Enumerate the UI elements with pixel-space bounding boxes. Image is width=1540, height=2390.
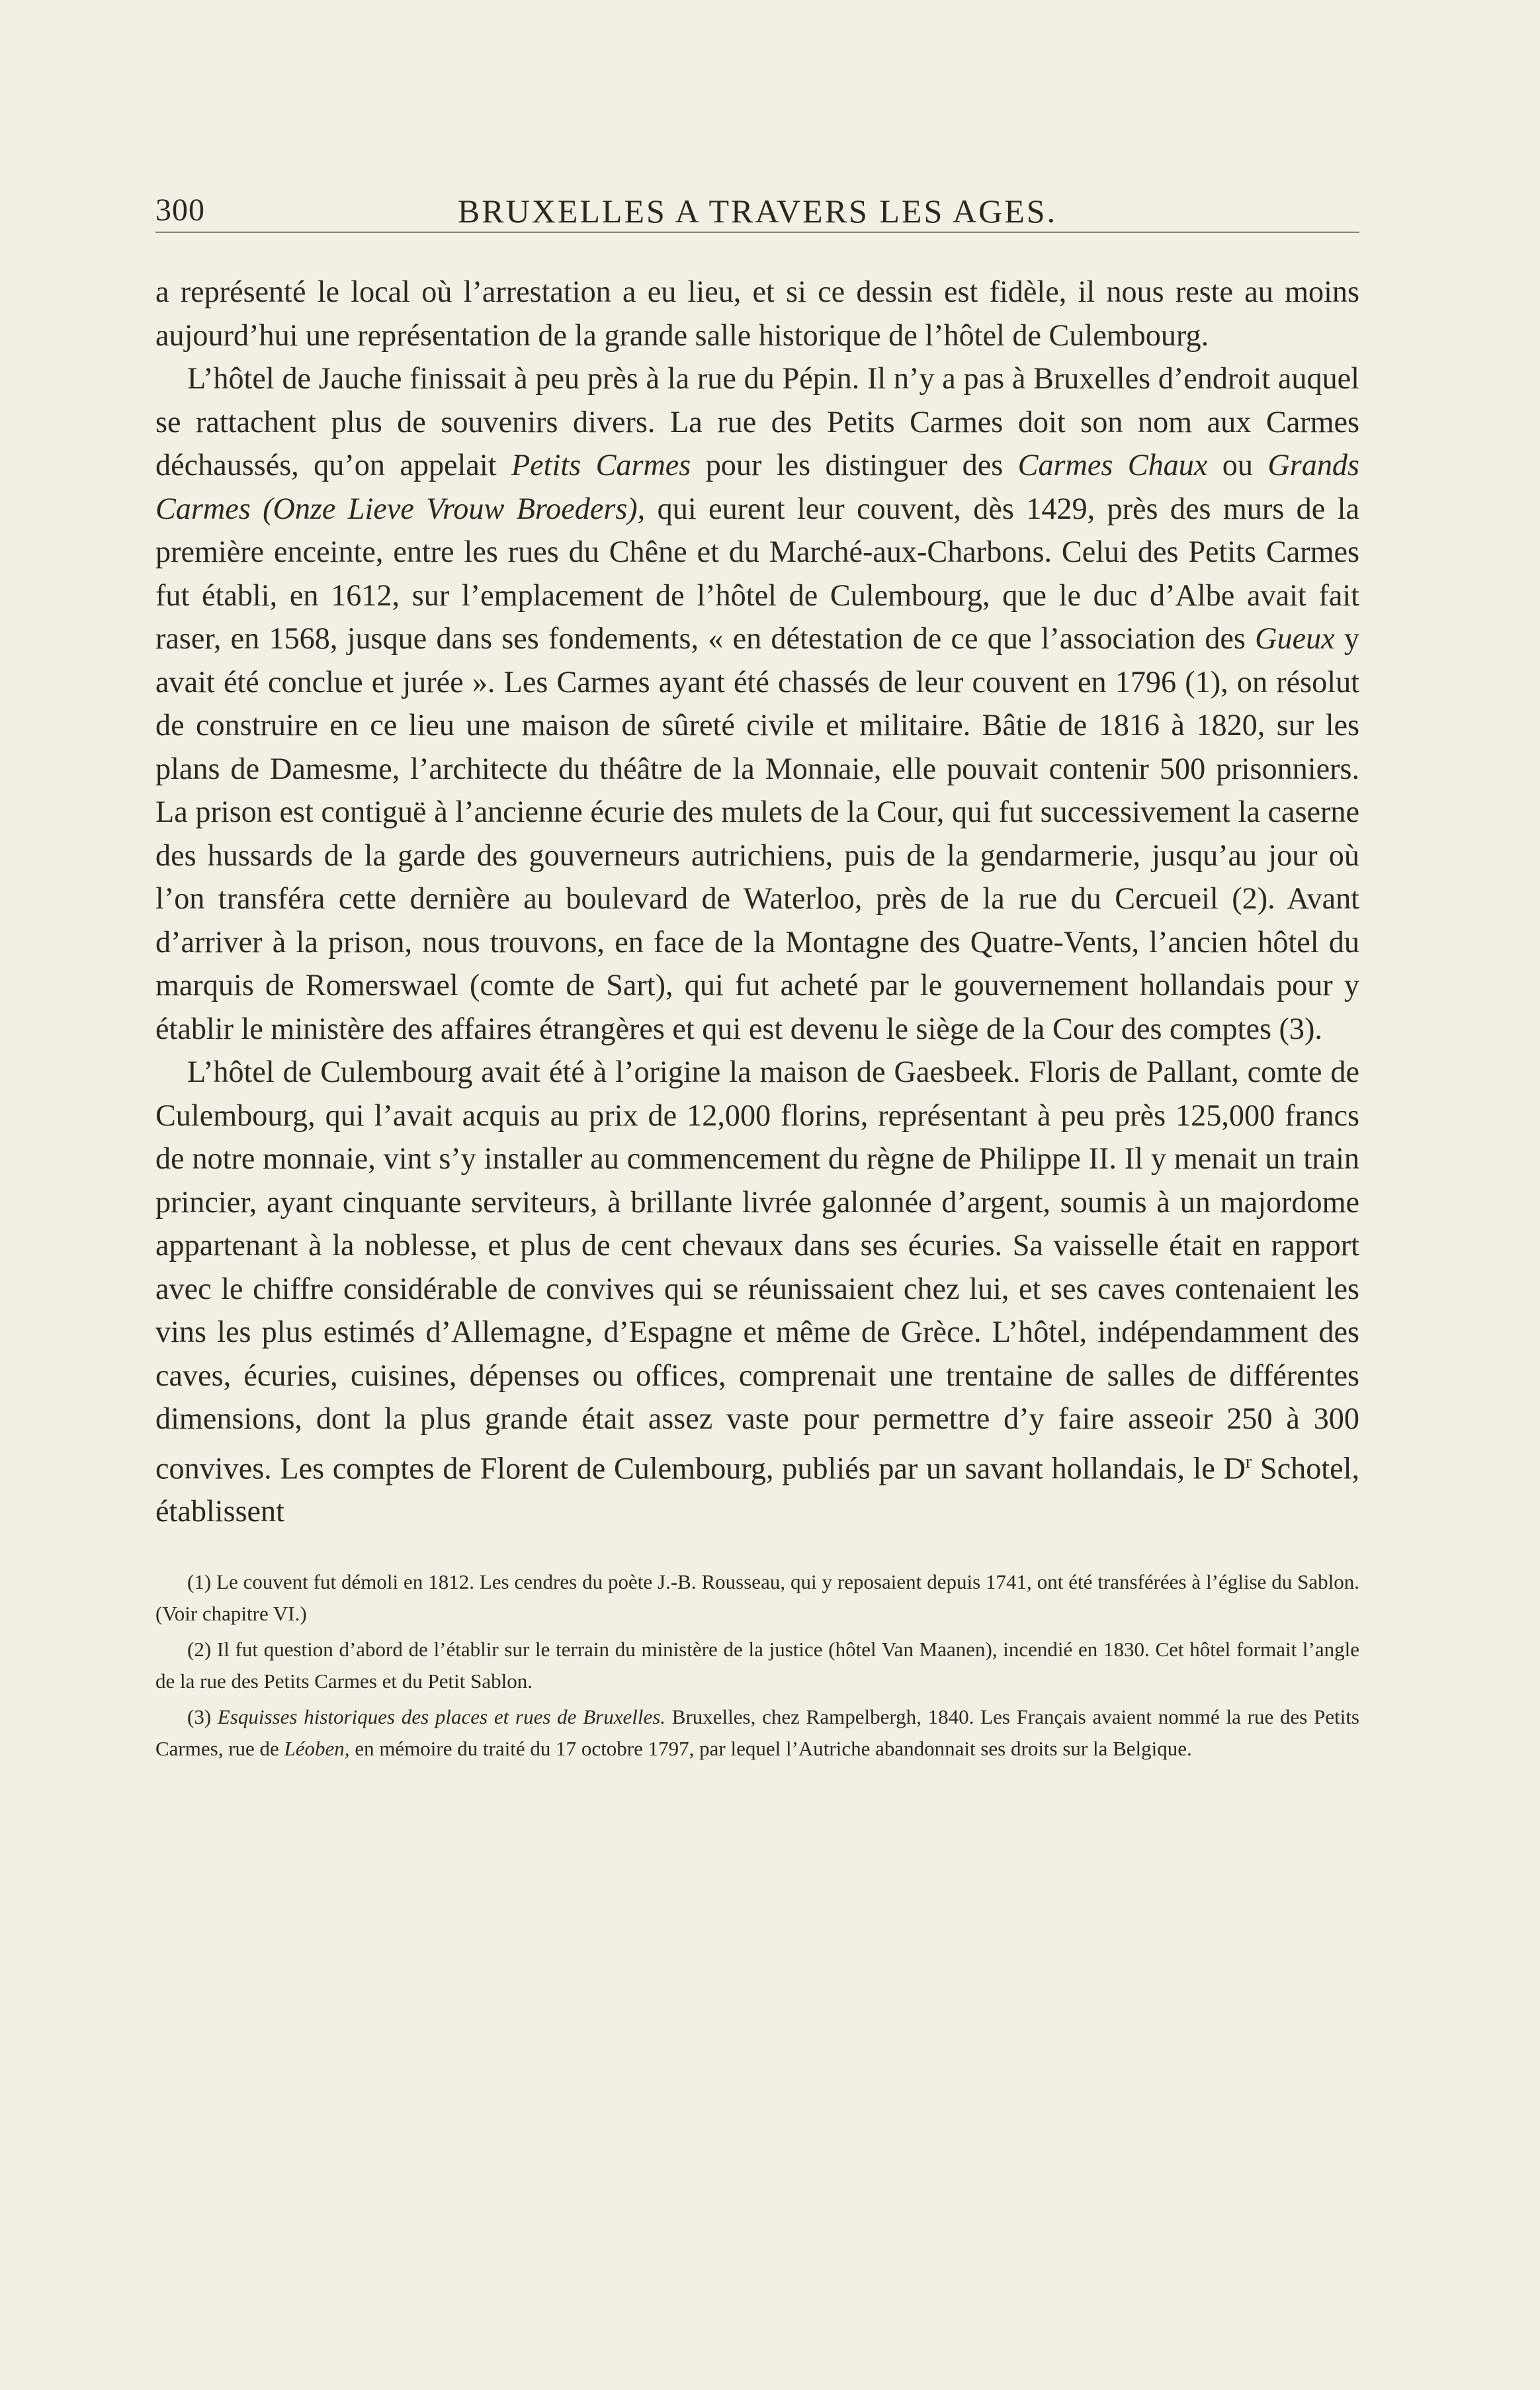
paragraph-3 bbox=[155, 1050, 1359, 1533]
running-title: BRUXELLES A TRAVERS LES AGES. bbox=[457, 193, 1058, 230]
footnote-2: (2) Il fut question d’abord de l’établir sur le terrain du ministère de la justice (hôtel Van Maanen), incendié en 1830. Cet hôtel formait l’angle de la rue des Petits Carmes et du Petit Sablon. bbox=[155, 1637, 1359, 1693]
paragraph-2-italic-carmes-chaux: Carmes Chaux bbox=[1017, 448, 1208, 482]
running-head bbox=[155, 179, 1359, 233]
body-text bbox=[155, 270, 1359, 1533]
paragraph-2-text-c: ou bbox=[1207, 448, 1268, 482]
footnote-3 bbox=[155, 1701, 1359, 1765]
paragraph-2-text-b: pour les distinguer des bbox=[691, 448, 1018, 482]
footnote-3-text-a: Bruxelles, chez Rampelbergh, 1840. Les Français avaient nommé la rue des Petits Carmes, rue de bbox=[155, 1704, 1359, 1760]
paragraph-3-text-b: Schotel, établissent bbox=[155, 1450, 1360, 1528]
footnote-3-italic-title: Esquisses historiques des places et rues de Bruxelles. bbox=[217, 1704, 666, 1728]
paragraph-2-italic-grands-carmes: Grands Carmes (Onze Lieve Vrouw Broeders), bbox=[155, 448, 1359, 525]
paragraph-2 bbox=[155, 357, 1359, 1050]
paragraph-2-italic-gueux: Gueux bbox=[1255, 621, 1335, 655]
paragraph-2-text-e: y avait été conclue et jurée ». Les Carmes ayant été chassés de leur couvent en 1796 (1), on résolut de construire en ce lieu une maison de sûreté civile et militaire. Bâtie de 1816 à 1820, sur les plans de Damesme, l’architecte du théâtre de la Monnaie, elle pouvait contenir 500 prisonniers. La prison est contiguë à l’ancienne écurie des mulets de la Cour, qui fut successivement la caserne des hussards de la garde des gouverneurs autrichiens, puis de la gendarmerie, jusqu’au jour où l’on transféra cette dernière au boulevard de Waterloo, près de la rue du Cercueil (2). Avant d’arriver à la prison, nous trouvons, en face de la Montagne des Quatre-Vents, l’ancien hôtel du marquis de Romerswael (comte de Sart), qui fut acheté par le gouvernement hollandais pour y établir le ministère des affaires étrangères et qui est devenu le siège de la Cour des comptes (3). bbox=[155, 621, 1360, 1045]
paragraph-3-text-a: L’hôtel de Culembourg avait été à l’origine la maison de Gaesbeek. Floris de Pallant, comte de Culembourg, qui l’avait acquis au prix de 12,000 florins, représentant à peu près 125,000 francs de notre monnaie, vint s’y installer au commencement du règne de Philippe II. Il y menait un train princier, ayant cinquante serviteurs, à brillante livrée galonnée d’argent, soumis à un majordome appartenant à la noblesse, et plus de cent chevaux dans ses écuries. Sa vaisselle était en rapport avec le chiffre considérable de convives qui se réunissaient chez lui, et ses caves contenaient les vins les plus estimés d’Allemagne, d’Espagne et même de Grèce. L’hôtel, indépendamment des caves, écuries, cuisines, dépenses ou offices, comprenait une trentaine de salles de différentes dimensions, dont la plus grande était assez vaste pour permettre d’y faire asseoir 250 à 300 convives. Les comptes de Florent de Culembourg, publiés par un savant hollandais, le D bbox=[155, 1055, 1359, 1485]
footnotes bbox=[155, 1566, 1359, 1765]
footnote-3-number: (3) bbox=[187, 1704, 218, 1728]
footnote-1: (1) Le couvent fut démoli en 1812. Les cendres du poète J.-B. Rousseau, qui y reposaient depuis 1741, ont été transférées à l’église du Sablon. (Voir chapitre VI.) bbox=[155, 1570, 1359, 1625]
page-number: 300 bbox=[155, 193, 205, 228]
paragraph-3-superscript: r bbox=[1245, 1451, 1252, 1472]
footnote-3-text-b: en mémoire du traité du 17 octobre 1797, par lequel l’Autriche abandonnait ses droits sur la Belgique. bbox=[349, 1736, 1192, 1760]
paragraph-2-text-a: L’hôtel de Jauche finissait à peu près à la rue du Pépin. Il n’y a pas à Bruxelles d’endroit auquel se rattachent plus de souvenirs divers. La rue des Petits Carmes doit son nom aux Carmes déchaussés, qu’on appelait bbox=[155, 361, 1359, 482]
paragraph-1: a représenté le local où l’arrestation a eu lieu, et si ce dessin est fidèle, il nous reste au moins aujourd’hui une représentation de la grande salle historique de l’hôtel de Culembourg. bbox=[155, 275, 1359, 352]
paragraph-2-text-d: qui eurent leur couvent, dès 1429, près des murs de la première enceinte, entre les rues du Chêne et du Marché-aux-Charbons. Celui des Petits Carmes fut établi, en 1612, sur l’emplacement de l’hôtel de Culembourg, que le duc d’Albe avait fait raser, en 1568, jusque dans ses fondements, « en détestation de ce que l’association des bbox=[155, 491, 1359, 655]
footnote-3-italic-leoben: Léoben, bbox=[284, 1736, 350, 1760]
book-page bbox=[155, 179, 1359, 2362]
paragraph-2-italic-petits-carmes: Petits Carmes bbox=[511, 448, 691, 482]
